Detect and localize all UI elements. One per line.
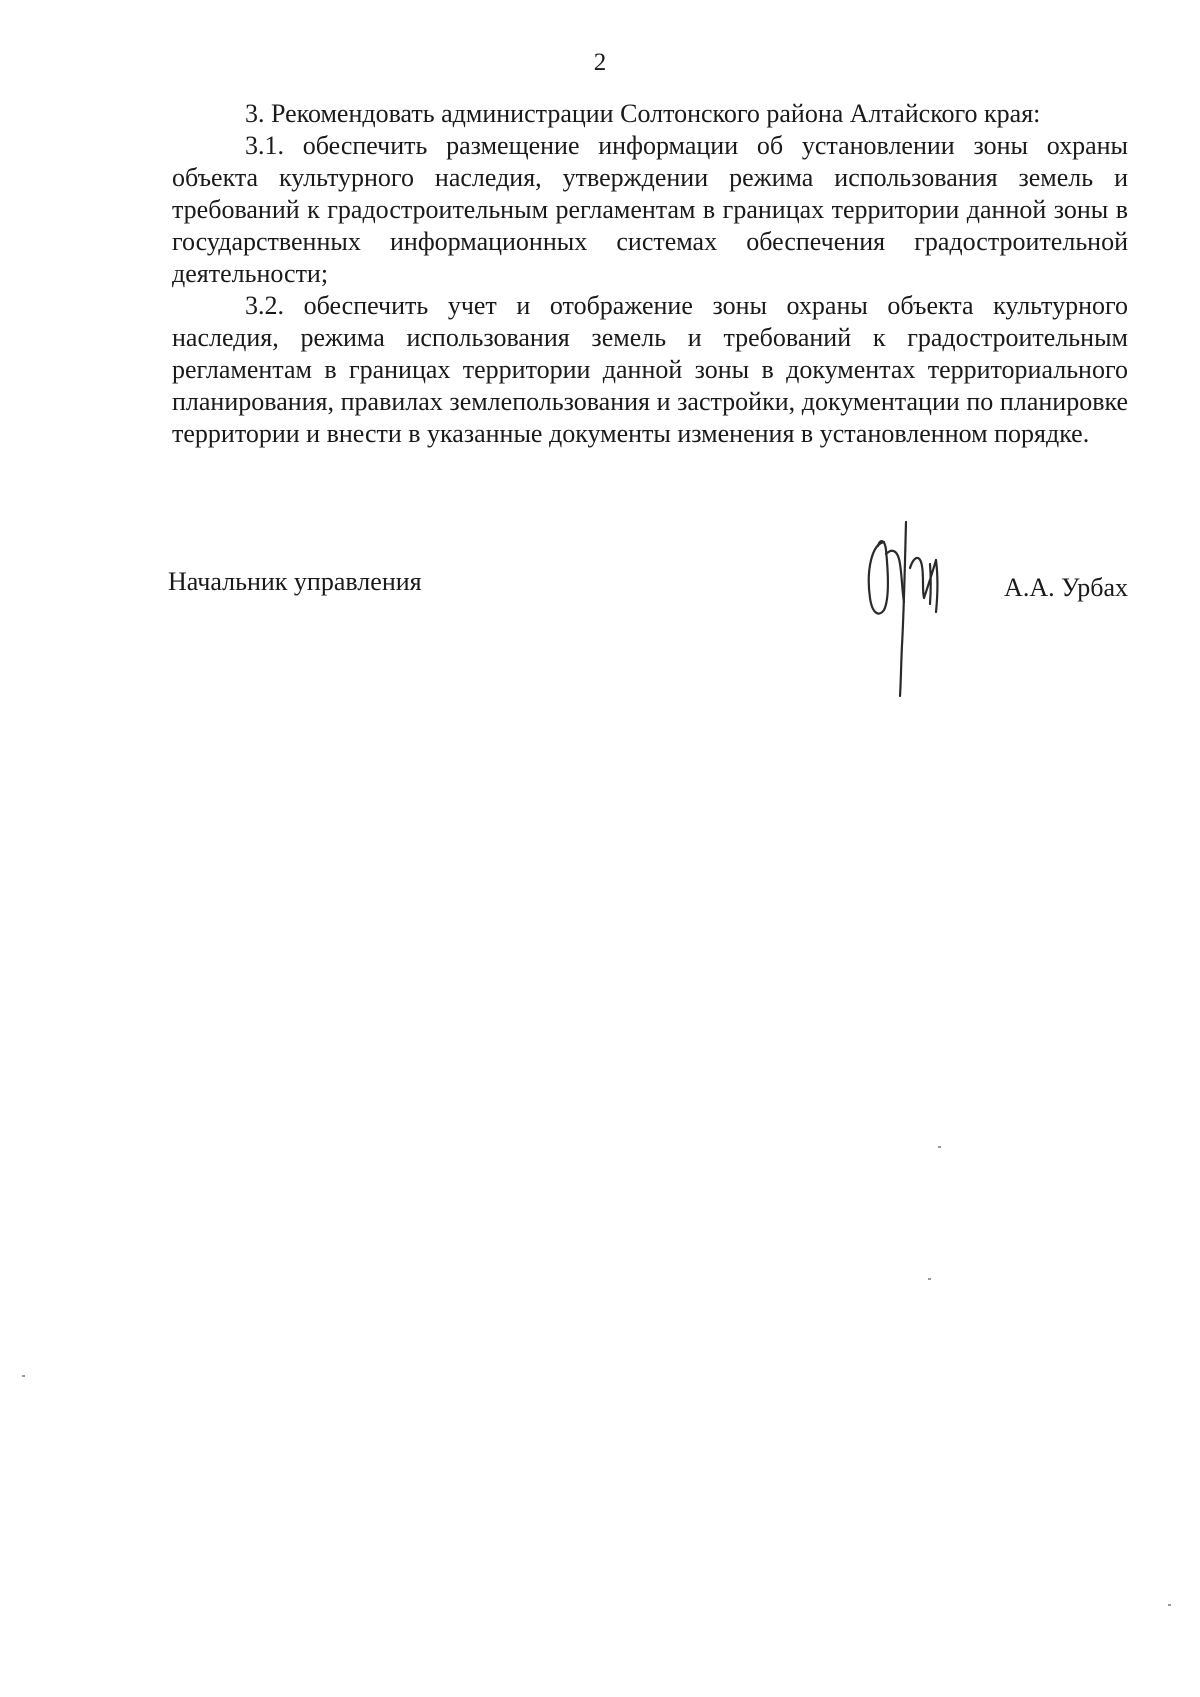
scan-speck: [928, 1278, 931, 1280]
document-body: [172, 98, 1128, 450]
page-number: 2: [593, 49, 607, 76]
scan-speck: [22, 1375, 25, 1377]
scan-speck: [938, 1146, 941, 1148]
scan-speck: [1168, 1604, 1171, 1606]
paragraph-recommendation: 3. Рекомендовать администрации Солтонского района Алтайского края:: [245, 99, 1041, 128]
handwritten-signature: [844, 520, 954, 700]
signer-name: А.А. Урбах: [1004, 573, 1128, 602]
signer-position: Начальник управления: [168, 567, 422, 596]
paragraph-item-3-2: 3.2. обеспечить учет и отображение зоны охраны объекта культурного наследия, режима использования земель и требований к градостроительным регламентам в границах территории данной зоны в документах территориального планирования, правилах землепользования и застройки, документации по планировке территории и внести в указанные документы изменения в установленном порядке.: [172, 291, 1128, 448]
paragraph-item-3-1: 3.1. обеспечить размещение информации об установлении зоны охраны объекта культурного наследия, утверждении режима использования земель и требований к градостроительным регламентам в границах территории данной зоны в государственных информационных системах обеспечения градостроительной деятельности;: [172, 131, 1128, 288]
signature-block: [168, 520, 1128, 700]
